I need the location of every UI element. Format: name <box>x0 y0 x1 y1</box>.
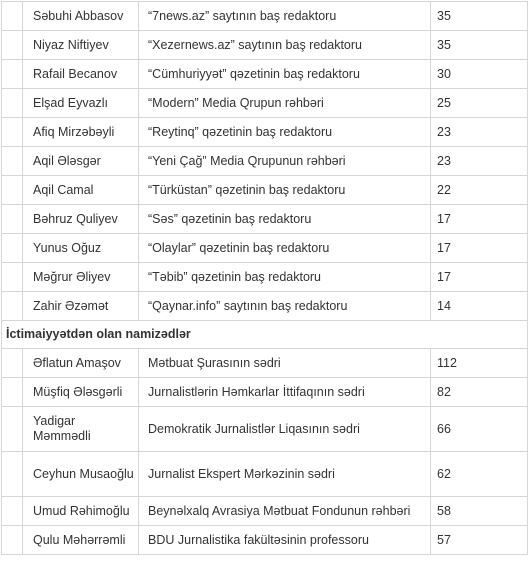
candidate-name: Elşad Eyvazlı <box>23 89 139 118</box>
candidate-name: Bəhruz Quliyev <box>23 205 139 234</box>
candidate-name: Əflatun Amaşov <box>23 349 139 378</box>
candidate-name: Aqil Camal <box>23 176 139 205</box>
candidate-name: Niyaz Niftiyev <box>23 31 139 60</box>
table-row <box>2 407 528 452</box>
section-header-row <box>2 321 528 349</box>
candidate-position: “Türküstan” qəzetinin baş redaktoru <box>139 176 431 205</box>
candidate-name: Afiq Mirzəbəyli <box>23 118 139 147</box>
candidate-position: Demokratik Jurnalistlər Liqasının sədri <box>139 407 431 452</box>
candidate-position: “Olaylar” qəzetinin baş redaktoru <box>139 234 431 263</box>
candidate-name: Ceyhun Musaoğlu <box>23 452 139 497</box>
candidate-position: “Cümhuriyyət” qəzetinin baş redaktoru <box>139 60 431 89</box>
table-row <box>2 234 528 263</box>
candidate-votes: 14 <box>431 292 528 321</box>
candidates-table <box>1 1 528 555</box>
candidate-votes: 17 <box>431 263 528 292</box>
candidate-name: Yadigar Məmmədli <box>23 407 139 452</box>
candidate-votes: 58 <box>431 497 528 526</box>
public-group <box>2 321 528 555</box>
table-row <box>2 526 528 555</box>
table-row <box>2 147 528 176</box>
candidate-position: “Qaynar.info” saytının baş redaktoru <box>139 292 431 321</box>
section-title: İctimaiyyətdən olan namizədlər <box>2 321 528 349</box>
table-row <box>2 378 528 407</box>
candidate-votes: 62 <box>431 452 528 497</box>
candidate-votes: 35 <box>431 31 528 60</box>
candidate-name: Səbuhi Abbasov <box>23 2 139 31</box>
candidate-votes: 17 <box>431 234 528 263</box>
candidate-position: “Təbib” qəzetinin baş redaktoru <box>139 263 431 292</box>
table-row <box>2 263 528 292</box>
table-row <box>2 31 528 60</box>
table-row <box>2 349 528 378</box>
table-row <box>2 452 528 497</box>
table-row <box>2 176 528 205</box>
candidate-name: Aqil Ələsgər <box>23 147 139 176</box>
candidate-name: Müşfiq Ələsgərli <box>23 378 139 407</box>
table-row <box>2 2 528 31</box>
candidate-votes: 112 <box>431 349 528 378</box>
candidate-position: Mətbuat Şurasının sədri <box>139 349 431 378</box>
candidate-position: “Reytinq” qəzetinin baş redaktoru <box>139 118 431 147</box>
editors-group <box>2 2 528 321</box>
candidate-position: “Səs” qəzetinin baş redaktoru <box>139 205 431 234</box>
candidate-position: Beynəlxalq Avrasiya Mətbuat Fondunun rəhbəri <box>139 497 431 526</box>
table-row <box>2 292 528 321</box>
candidate-name: Rafail Becanov <box>23 60 139 89</box>
candidate-votes: 30 <box>431 60 528 89</box>
candidate-votes: 82 <box>431 378 528 407</box>
candidate-name: Məğrur Əliyev <box>23 263 139 292</box>
candidate-position: “Xezernews.az” saytının baş redaktoru <box>139 31 431 60</box>
table-row <box>2 60 528 89</box>
table-row <box>2 497 528 526</box>
candidate-name: Umud Rəhimoğlu <box>23 497 139 526</box>
candidate-votes: 35 <box>431 2 528 31</box>
table-row <box>2 89 528 118</box>
candidate-name: Zahir Əzəmət <box>23 292 139 321</box>
candidate-votes: 25 <box>431 89 528 118</box>
table-row <box>2 205 528 234</box>
candidate-position: Jurnalist Ekspert Mərkəzinin sədri <box>139 452 431 497</box>
candidate-votes: 66 <box>431 407 528 452</box>
candidate-position: BDU Jurnalistika fakültəsinin professoru <box>139 526 431 555</box>
candidate-votes: 23 <box>431 147 528 176</box>
candidate-name: Qulu Məhərrəmli <box>23 526 139 555</box>
table-row <box>2 118 528 147</box>
candidate-position: “7news.az” saytının baş redaktoru <box>139 2 431 31</box>
candidate-name: Yunus Oğuz <box>23 234 139 263</box>
candidate-position: “Modern” Media Qrupun rəhbəri <box>139 89 431 118</box>
candidate-position: “Yeni Çağ” Media Qrupunun rəhbəri <box>139 147 431 176</box>
candidate-votes: 22 <box>431 176 528 205</box>
candidate-votes: 23 <box>431 118 528 147</box>
candidate-votes: 17 <box>431 205 528 234</box>
candidate-position: Jurnalistlərin Həmkarlar İttifaqının sədri <box>139 378 431 407</box>
candidate-votes: 57 <box>431 526 528 555</box>
